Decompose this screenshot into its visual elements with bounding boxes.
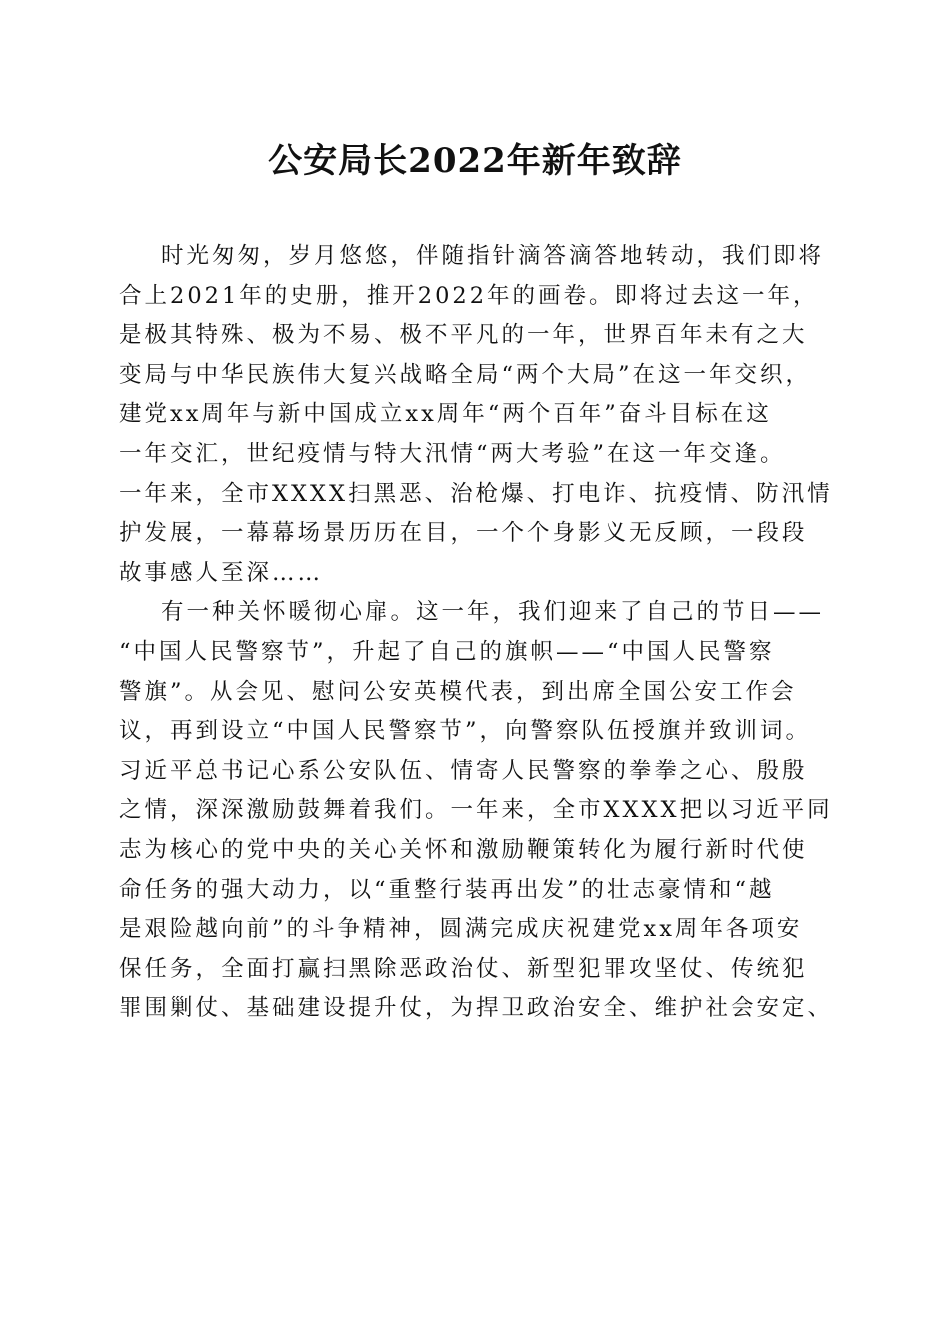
paragraph-2	[119, 593, 839, 1029]
paragraph-line: 故事感人至深……	[119, 559, 324, 586]
paragraph-line: 建党xx周年与新中国成立xx周年“两个百年”奋斗目标在这	[119, 401, 772, 428]
paragraph-line: 一年来，全市XXXX扫黑恶、治枪爆、打电诈、抗疫情、防汛情	[119, 480, 833, 507]
paragraph-line: 议，再到设立“中国人民警察节”，向警察队伍授旗并致训词。	[119, 718, 812, 745]
paragraph-line: 合上2021年的史册，推开2022年的画卷。即将过去这一年，	[119, 282, 819, 309]
document-body	[119, 237, 839, 1029]
paragraph-line: “中国人民警察节”，升起了自己的旗帜——“中国人民警察	[119, 638, 775, 665]
paragraph-line: 是极其特殊、极为不易、极不平凡的一年，世界百年未有之大	[119, 322, 808, 349]
paragraph-line: 护发展，一幕幕场景历历在目，一个个身影义无反顾，一段段	[119, 520, 808, 547]
paragraph-line: 变局与中华民族伟大复兴战略全局“两个大局”在这一年交织，	[119, 361, 812, 388]
document-title: 公安局长2022年新年致辞	[268, 141, 682, 181]
paragraph-line: 习近平总书记心系公安队伍、情寄人民警察的拳拳之心、殷殷	[119, 757, 808, 784]
paragraph-1	[119, 237, 839, 593]
paragraph-line: 警旗”。从会见、慰问公安英模代表，到出席全国公安工作会	[119, 678, 797, 705]
paragraph-line: 命任务的强大动力，以“重整行装再出发”的壮志豪情和“越	[119, 876, 775, 903]
paragraph-line: 有一种关怀暖彻心扉。这一年，我们迎来了自己的节日——	[161, 599, 825, 626]
paragraph-line: 一年交汇，世纪疫情与特大汛情“两大考验”在这一年交逢。	[119, 440, 786, 467]
paragraph-line: 是艰险越向前”的斗争精神，圆满完成庆祝建党xx周年各项安	[119, 916, 803, 943]
paragraph-line: 之情，深深激励鼓舞着我们。一年来，全市XXXX把以习近平同	[119, 797, 833, 824]
paragraph-line: 时光匆匆，岁月悠悠，伴随指针滴答滴答地转动，我们即将	[161, 243, 825, 269]
paragraph-line: 志为核心的党中央的关心关怀和激励鞭策转化为履行新时代使	[119, 836, 808, 863]
paragraph-line: 罪围剿仗、基础建设提升仗，为捍卫政治安全、维护社会安定、	[119, 995, 834, 1022]
paragraph-line: 保任务，全面打赢扫黑除恶政治仗、新型犯罪攻坚仗、传统犯	[119, 955, 808, 982]
